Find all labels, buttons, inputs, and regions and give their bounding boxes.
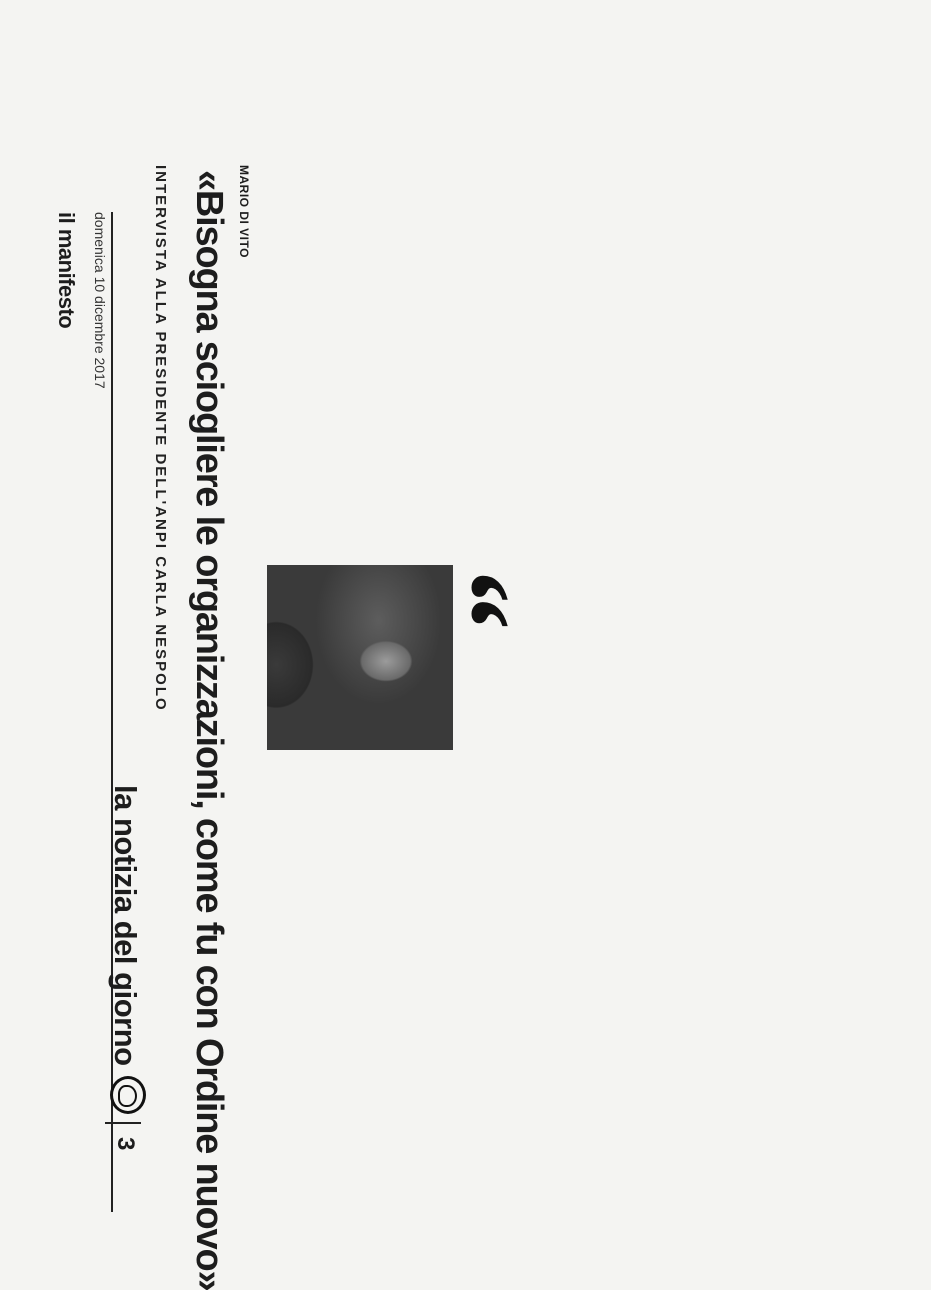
section-title: la notizia del giorno xyxy=(108,785,143,1066)
moka-logo-icon xyxy=(110,1076,146,1114)
article-kicker: INTERVISTA ALLA PRESIDENTE DELL'ANPI CARLA NESPOLO xyxy=(152,165,169,712)
page-number: 3 xyxy=(112,1137,139,1151)
section-divider xyxy=(105,1122,141,1124)
masthead-name: il manifesto xyxy=(54,212,79,329)
article-headline: «Bisogna sciogliere le organizzazioni, come fu con Ordine nuovo» xyxy=(188,170,230,1290)
masthead-date: domenica 10 dicembre 2017 xyxy=(92,212,108,389)
quote-mark-icon: “ xyxy=(402,570,535,630)
article-byline: MARIO DI VITO xyxy=(237,165,251,258)
